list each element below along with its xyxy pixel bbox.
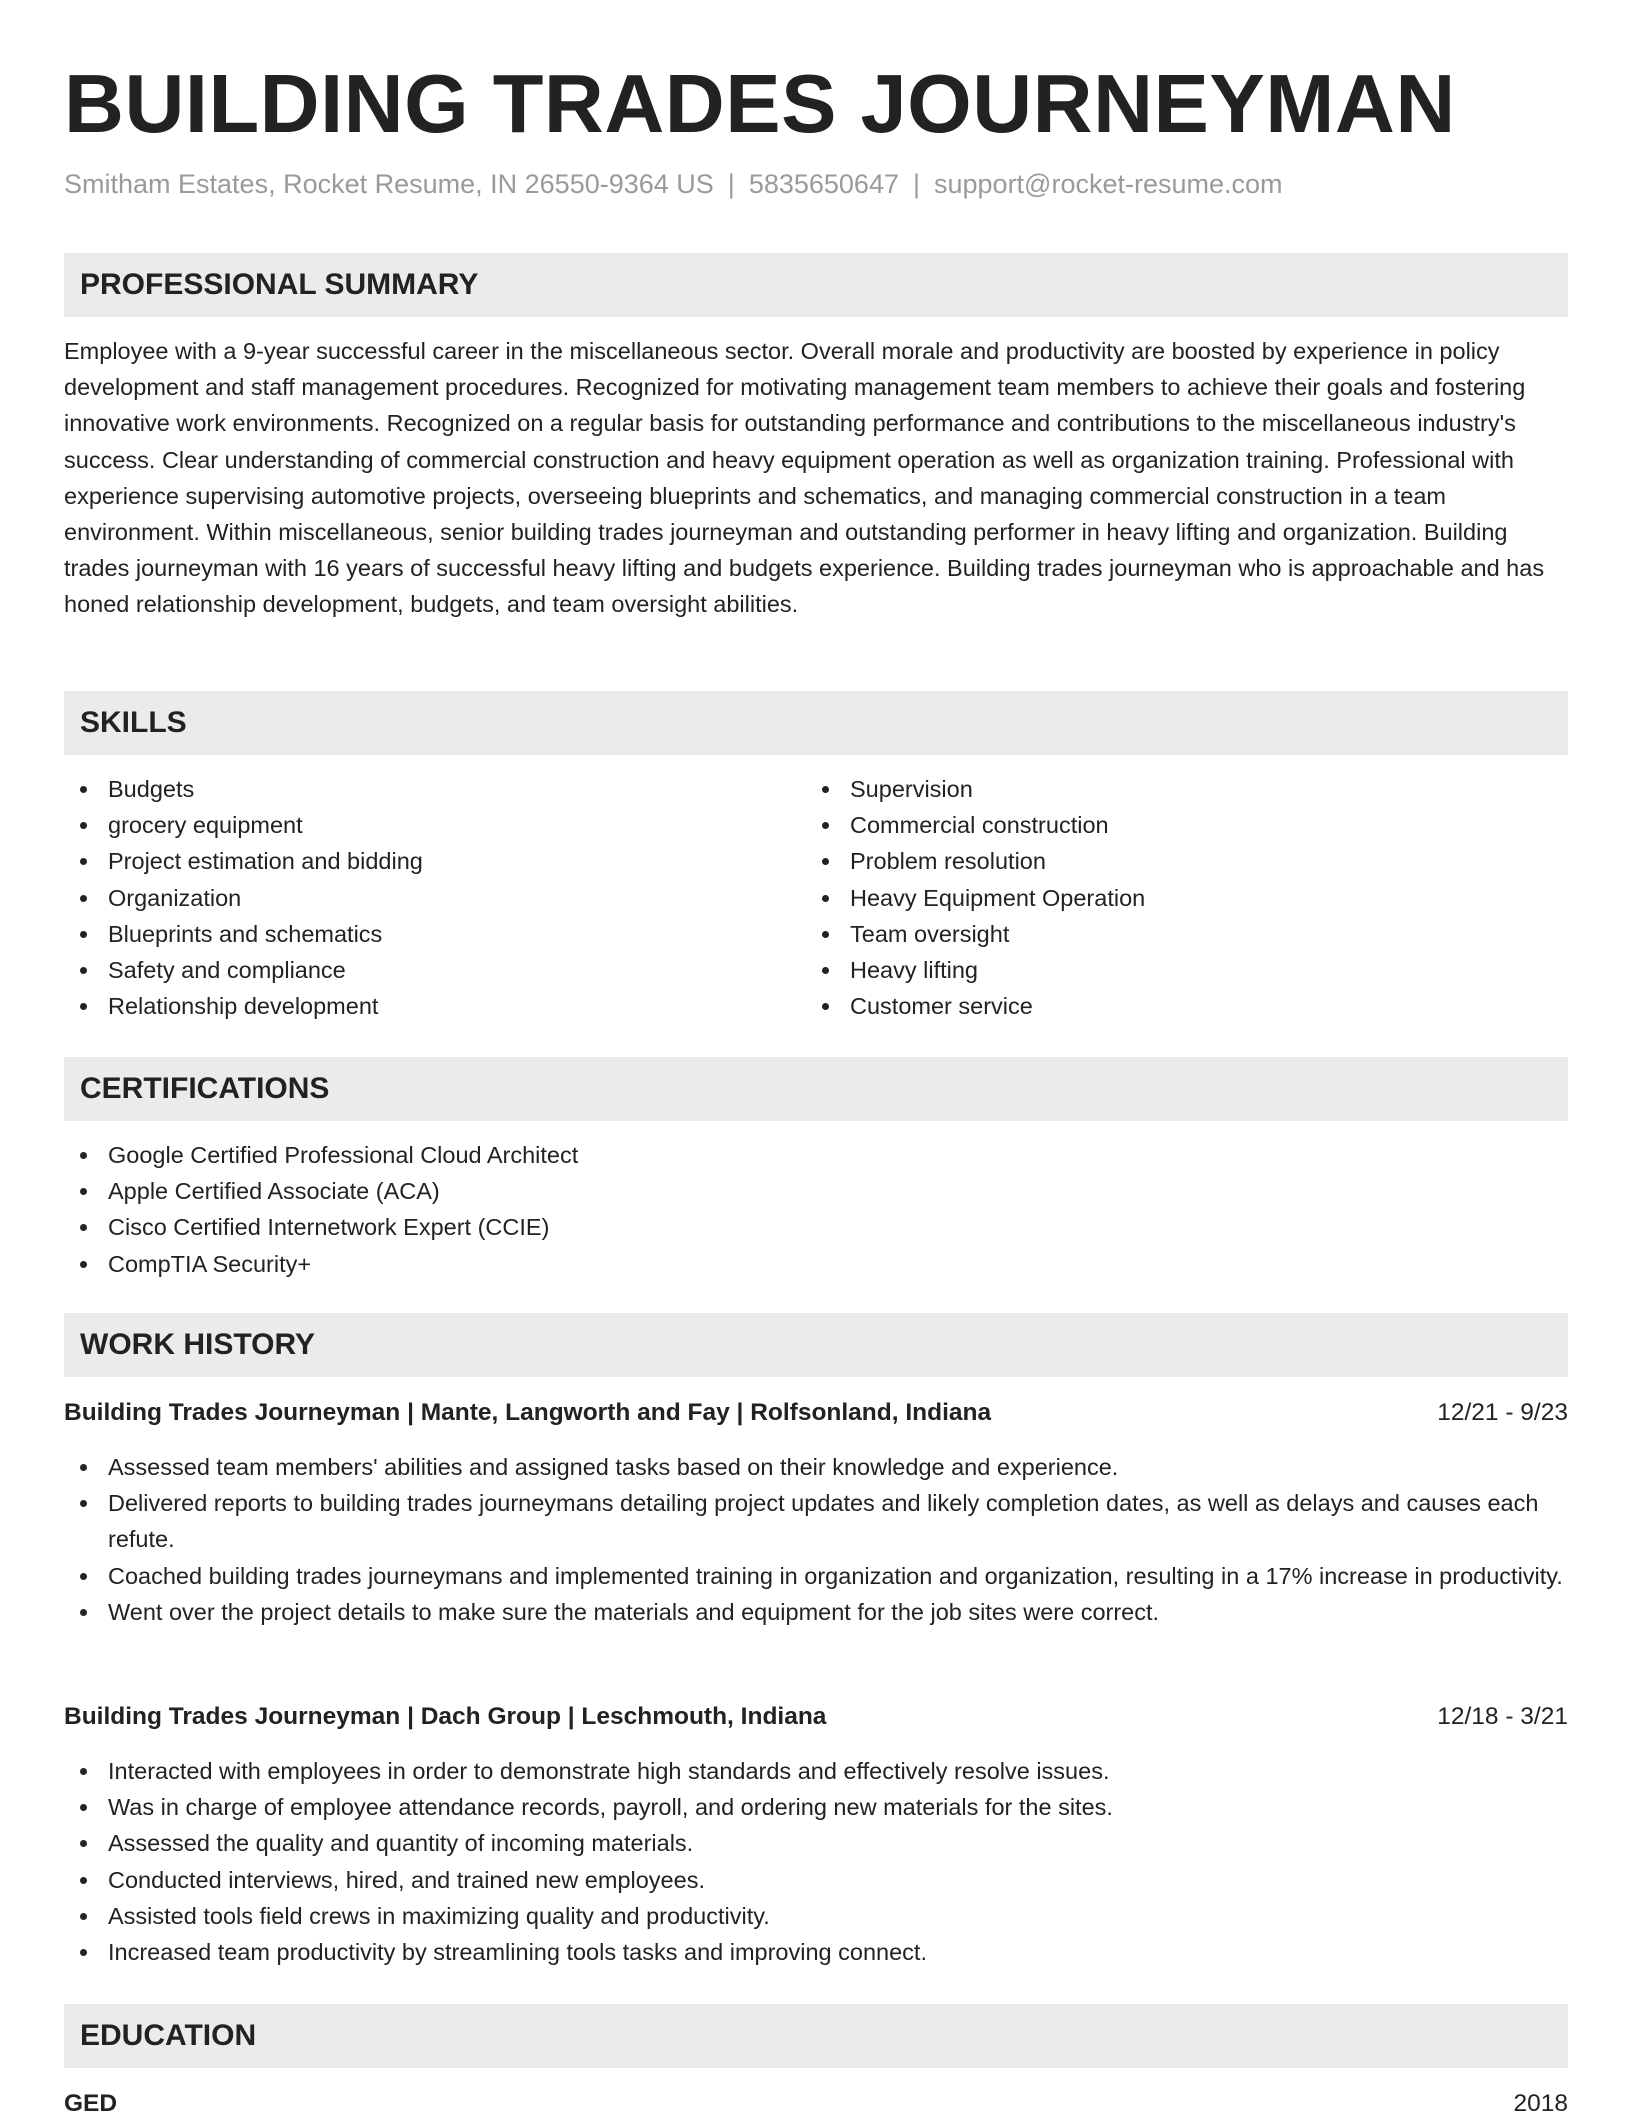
skill-item: grocery equipment	[64, 807, 764, 843]
job-bullet: Coached building trades journeymans and implemented training in organization and organization, resulting in a 17% increase in productivity.	[64, 1558, 1568, 1594]
contact-email: support@rocket-resume.com	[934, 169, 1283, 199]
skill-item: Budgets	[64, 771, 764, 807]
job-bullet: Assisted tools field crews in maximizing quality and productivity.	[64, 1898, 1568, 1934]
contact-address: Smitham Estates, Rocket Resume, IN 26550-9364 US	[64, 169, 714, 199]
certification-item: Google Certified Professional Cloud Architect	[64, 1137, 1568, 1173]
skill-item: Problem resolution	[806, 843, 1506, 879]
skill-item: Organization	[64, 880, 764, 916]
skills-list-left	[64, 771, 764, 1024]
contact-phone: 5835650647	[748, 169, 899, 199]
skill-item: Project estimation and bidding	[64, 843, 764, 879]
job-dates: 12/21 - 9/23	[1437, 1399, 1568, 1426]
skill-item: Safety and compliance	[64, 952, 764, 988]
skill-item: Team oversight	[806, 916, 1506, 952]
job-bullet: Delivered reports to building trades journeymans detailing project updates and likely completion dates, as well as delays and causes each refute.	[64, 1485, 1568, 1557]
job-header	[64, 1699, 1568, 1735]
skill-item: Relationship development	[64, 988, 764, 1024]
job-dates: 12/18 - 3/21	[1437, 1703, 1568, 1730]
skill-item: Customer service	[806, 988, 1506, 1024]
job-bullet: Increased team productivity by streamlining tools tasks and improving connect.	[64, 1934, 1568, 1970]
job-bullet: Was in charge of employee attendance records, payroll, and ordering new materials for the sites.	[64, 1789, 1568, 1825]
contact-line	[64, 166, 1283, 202]
education-degree: GED	[64, 2090, 118, 2117]
contact-separator: |	[912, 169, 920, 199]
certifications-list	[64, 1137, 1568, 1282]
job-header	[64, 1395, 1568, 1431]
job-bullets	[64, 1753, 1568, 1970]
job-bullet: Conducted interviews, hired, and trained new employees.	[64, 1862, 1568, 1898]
education-heading: EDUCATION	[64, 2004, 1568, 2068]
summary-text: Employee with a 9-year successful career in the miscellaneous sector. Overall morale and productivity are boosted by experience in policy development and staff management procedures. Recognized for motivating management team members to achieve their goals and fostering innovative work environments. Recognized on a regular basis for outstanding performance and contributions to the miscellaneous industry's success. Clear understanding of commercial construction and heavy equipment operation as well as organization training. Professional with experience supervising automotive projects, overseeing blueprints and schematics, and managing commercial construction in a team environment. Within miscellaneous, senior building trades journeyman and outstanding performer in heavy lifting and organization. Building trades journeyman with 16 years of successful heavy lifting and budgets experience. Building trades journeyman who is approachable and has honed relationship development, budgets, and team oversight abilities.	[64, 338, 1545, 618]
summary-heading: PROFESSIONAL SUMMARY	[64, 253, 1568, 317]
resume-name: BUILDING TRADES JOURNEYMAN	[64, 57, 1456, 150]
skill-item: Heavy lifting	[806, 952, 1506, 988]
job-bullet: Assessed team members' abilities and assigned tasks based on their knowledge and experience.	[64, 1449, 1568, 1485]
contact-separator: |	[727, 169, 735, 199]
job-bullet: Interacted with employees in order to demonstrate high standards and effectively resolve issues.	[64, 1753, 1568, 1789]
certification-item: CompTIA Security+	[64, 1246, 1568, 1282]
skill-item: Blueprints and schematics	[64, 916, 764, 952]
certifications-heading: CERTIFICATIONS	[64, 1057, 1568, 1121]
skill-item: Heavy Equipment Operation	[806, 880, 1506, 916]
skill-item: Commercial construction	[806, 807, 1506, 843]
skills-heading: SKILLS	[64, 691, 1568, 755]
job-bullet: Went over the project details to make sure the materials and equipment for the job sites were correct.	[64, 1594, 1568, 1630]
certification-item: Cisco Certified Internetwork Expert (CCIE)	[64, 1209, 1568, 1245]
certification-item: Apple Certified Associate (ACA)	[64, 1173, 1568, 1209]
job-bullets	[64, 1449, 1568, 1630]
job-bullet: Assessed the quality and quantity of incoming materials.	[64, 1825, 1568, 1861]
education-entry	[64, 2086, 1568, 2122]
job-title: Building Trades Journeyman | Mante, Langworth and Fay | Rolfsonland, Indiana	[64, 1399, 992, 1426]
education-year: 2018	[1513, 2090, 1568, 2117]
work-history-heading: WORK HISTORY	[64, 1313, 1568, 1377]
skills-list-right	[806, 771, 1506, 1024]
skill-item: Supervision	[806, 771, 1506, 807]
job-title: Building Trades Journeyman | Dach Group | Leschmouth, Indiana	[64, 1703, 827, 1730]
